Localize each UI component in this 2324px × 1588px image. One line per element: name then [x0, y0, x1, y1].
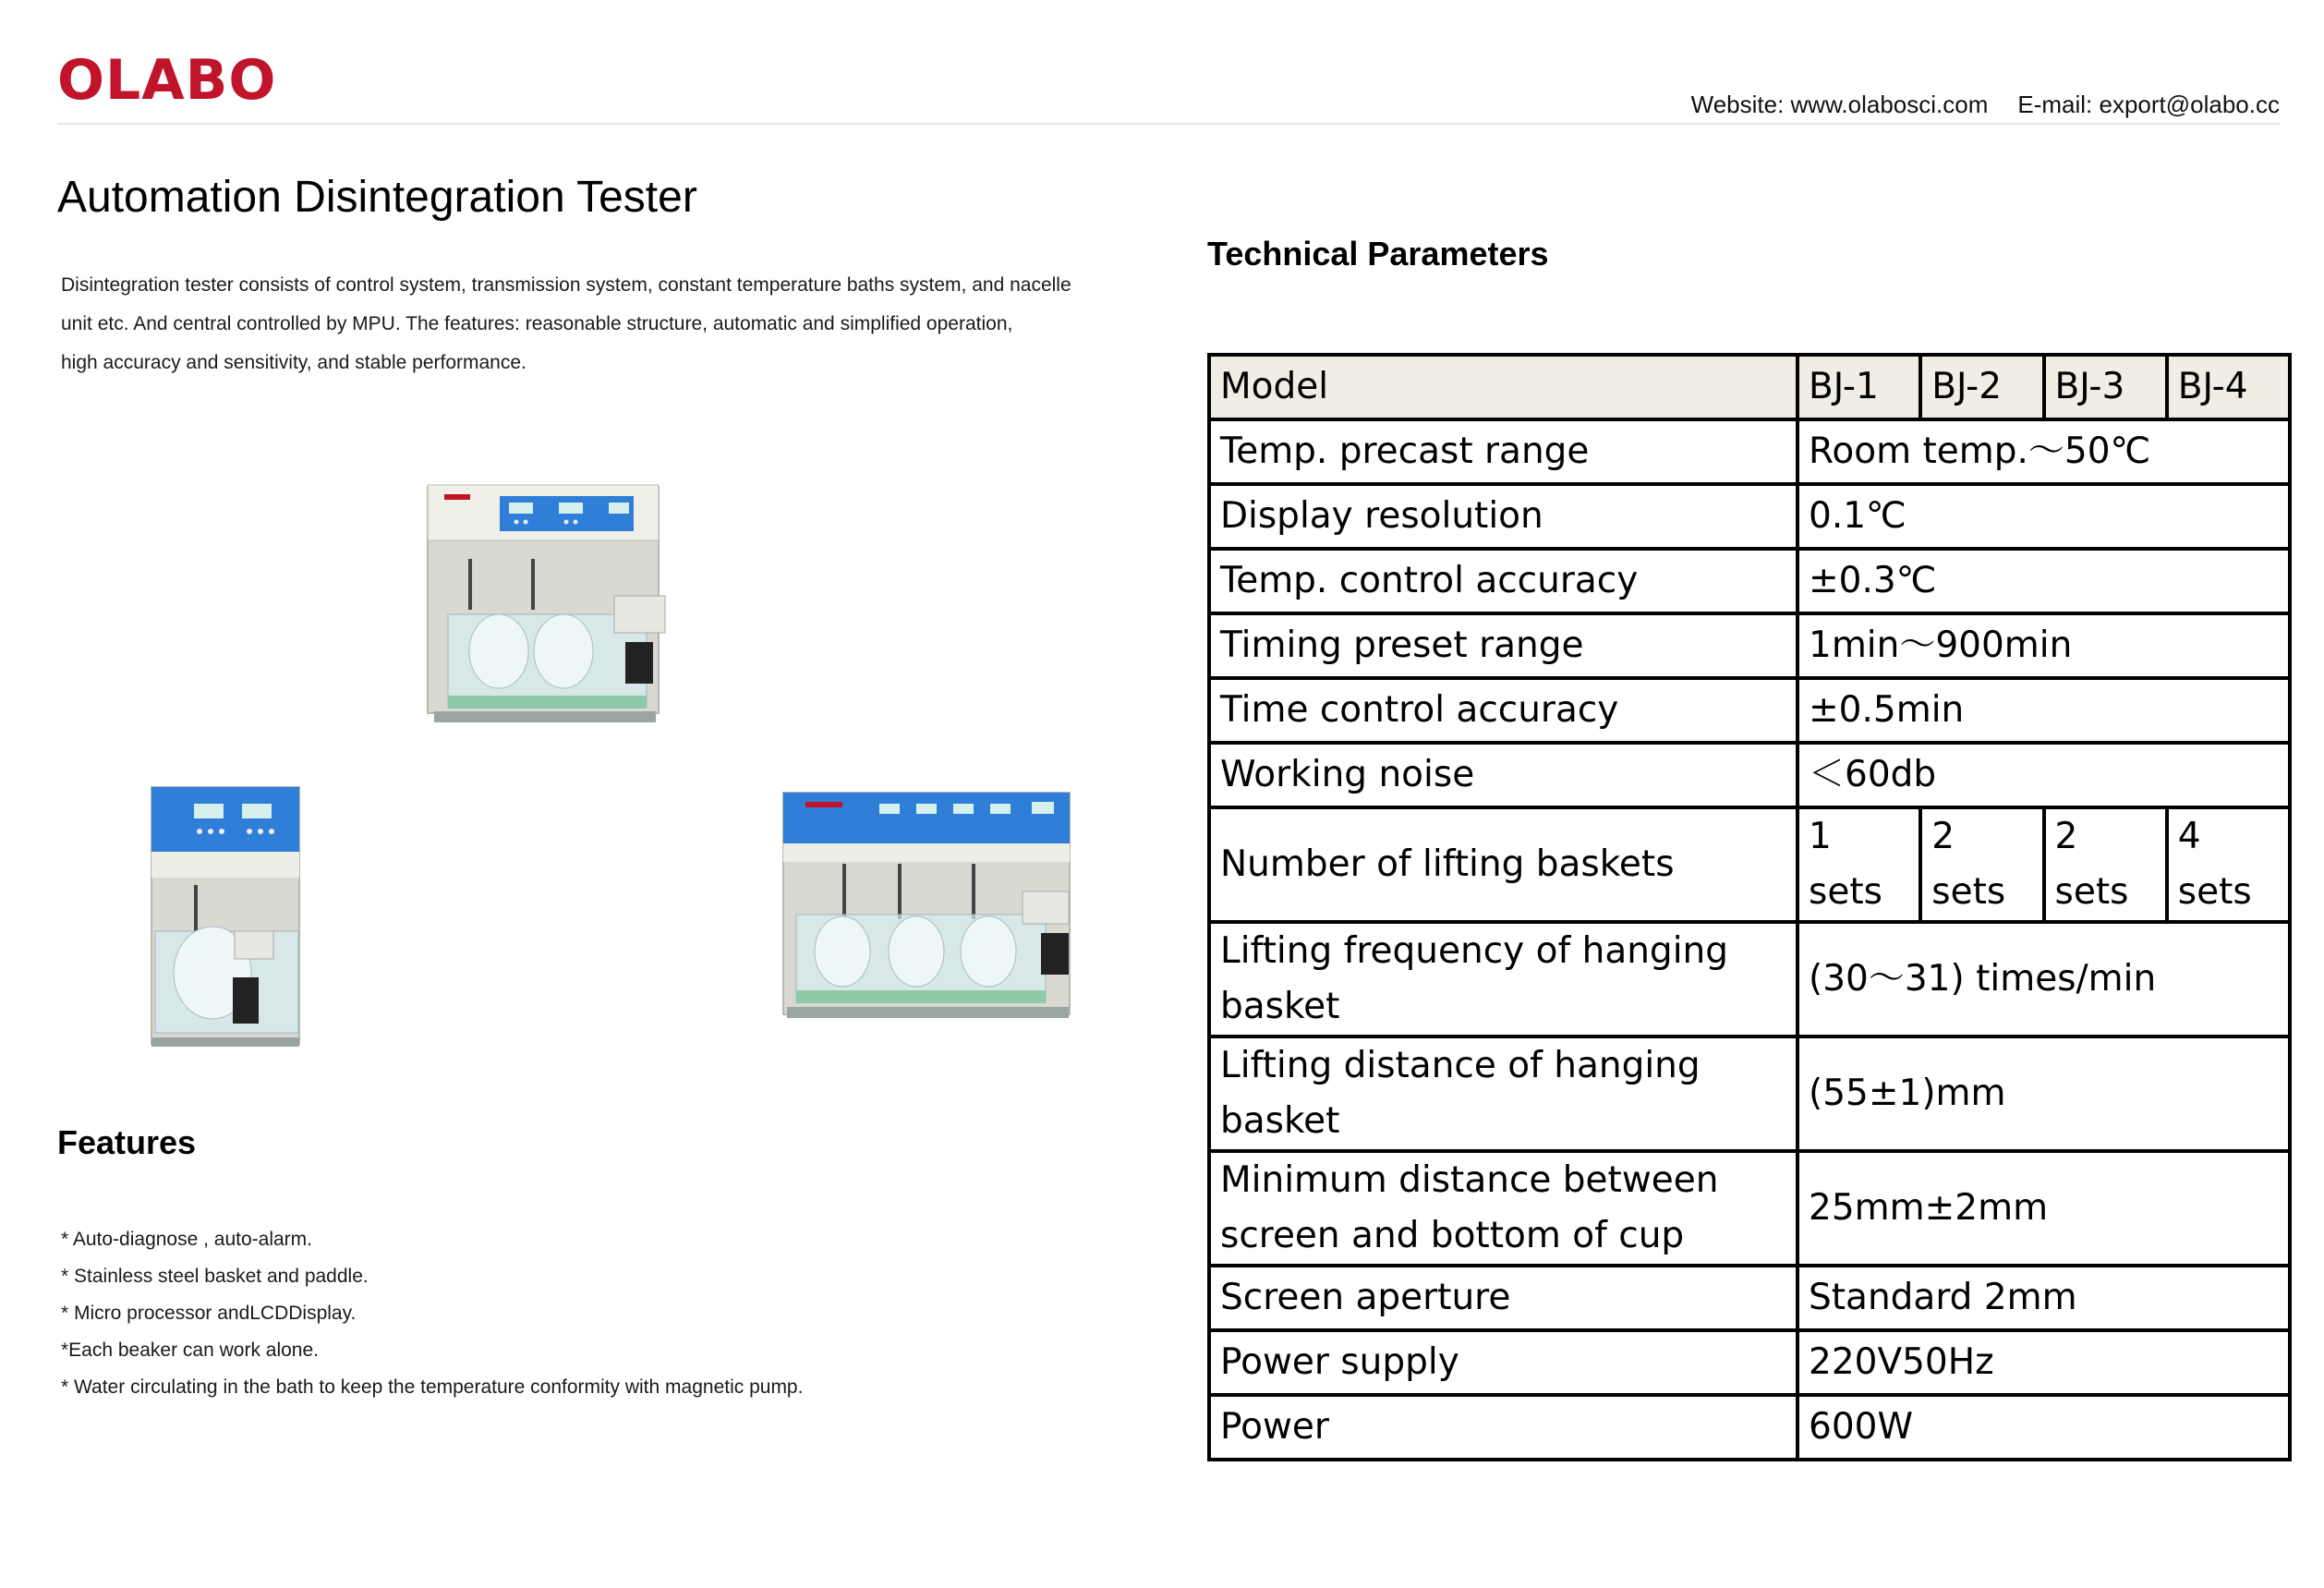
- cell-label: Working noise: [1209, 743, 1797, 807]
- feature-item: * Micro processor andLCDDisplay.: [61, 1303, 357, 1324]
- cell-label: Screen aperture: [1209, 1266, 1797, 1330]
- tech-params-heading: Technical Parameters: [1207, 235, 1549, 273]
- website-text: Website: www.olabosci.com: [1690, 91, 1989, 118]
- cell-value: 4 sets: [2167, 807, 2290, 922]
- cell-value: 1min～900min: [1797, 613, 2290, 678]
- table-row: [1209, 678, 2290, 743]
- cell-label: Temp. precast range: [1209, 419, 1797, 484]
- table-row: [1209, 1151, 2290, 1266]
- table-row: [1209, 743, 2290, 807]
- table-row: [1209, 419, 2290, 484]
- cell-label: Minimum distance between screen and bottom of cup: [1209, 1151, 1797, 1266]
- cell-value: ＜60db: [1797, 743, 2290, 807]
- cell-value: Room temp.～50℃: [1797, 419, 2290, 484]
- features-list: [61, 1221, 803, 1406]
- table-row: [1209, 807, 2290, 922]
- cell-model: BJ-1: [1797, 355, 1920, 419]
- cell-label: Power supply: [1209, 1330, 1797, 1395]
- cell-label: Power: [1209, 1395, 1797, 1460]
- cell-value: 25mm±2mm: [1797, 1151, 2290, 1266]
- product-photo-two-beaker: [420, 476, 697, 753]
- cell-model: BJ-4: [2167, 355, 2290, 419]
- table-row: [1209, 922, 2290, 1036]
- spec-table: [1207, 353, 2292, 1461]
- cell-value: 220V50Hz: [1797, 1330, 2290, 1395]
- cell-label: Lifting distance of hanging basket: [1209, 1036, 1797, 1151]
- table-row: [1209, 613, 2290, 678]
- cell-model: BJ-3: [2044, 355, 2167, 419]
- table-row: [1209, 484, 2290, 549]
- feature-item: * Water circulating in the bath to keep the temperature conformity with magnetic pump.: [61, 1376, 804, 1398]
- cell-label: Number of lifting baskets: [1209, 807, 1797, 922]
- header-divider: [57, 123, 2280, 125]
- cell-value: ±0.5min: [1797, 678, 2290, 743]
- table-row: [1209, 549, 2290, 613]
- cell-label: Display resolution: [1209, 484, 1797, 549]
- cell-value: (30～31) times/min: [1797, 922, 2290, 1036]
- cell-label: Lifting frequency of hanging basket: [1209, 922, 1797, 1036]
- cell-value: 2 sets: [1920, 807, 2043, 922]
- features-heading: Features: [57, 1123, 197, 1161]
- description-line: Disintegration tester consists of control system, transmission system, constant temperature baths system, and nacelle: [61, 274, 1071, 296]
- page-title: Automation Disintegration Tester: [57, 173, 697, 222]
- cell-label: Time control accuracy: [1209, 678, 1797, 743]
- email-text: E-mail: export@olabo.cc: [2017, 91, 2280, 118]
- table-row: [1209, 1395, 2290, 1460]
- cell-model: BJ-2: [1920, 355, 2043, 419]
- table-row: [1209, 1330, 2290, 1395]
- feature-item: * Stainless steel basket and paddle.: [61, 1266, 369, 1287]
- cell-value: (55±1)mm: [1797, 1036, 2290, 1151]
- product-photo-single-beaker: [148, 783, 337, 1051]
- product-photo-four-beaker: [778, 776, 1092, 1035]
- cell-value: 1 sets: [1797, 807, 1920, 922]
- cell-label: Timing preset range: [1209, 613, 1797, 678]
- cell-value: 600W: [1797, 1395, 2290, 1460]
- contact-info: [1691, 91, 2280, 119]
- cell-value: ±0.3℃: [1797, 549, 2290, 613]
- brand-logo: OLABO: [57, 48, 277, 113]
- cell-label: Temp. control accuracy: [1209, 549, 1797, 613]
- feature-item: * Auto-diagnose , auto-alarm.: [61, 1229, 312, 1250]
- table-row: [1209, 1266, 2290, 1330]
- cell-value: 2 sets: [2044, 807, 2167, 922]
- cell-value: Standard 2mm: [1797, 1266, 2290, 1330]
- table-row: [1209, 1036, 2290, 1151]
- table-row: [1209, 355, 2290, 419]
- product-description: [61, 266, 1151, 382]
- feature-item: *Each beaker can work alone.: [61, 1339, 319, 1361]
- cell-value: 0.1℃: [1797, 484, 2290, 549]
- description-line: high accuracy and sensitivity, and stable performance.: [61, 352, 527, 373]
- description-line: unit etc. And central controlled by MPU. The features: reasonable structure, automatic and simplified operation,: [61, 313, 1013, 334]
- cell-label: Model: [1209, 355, 1797, 419]
